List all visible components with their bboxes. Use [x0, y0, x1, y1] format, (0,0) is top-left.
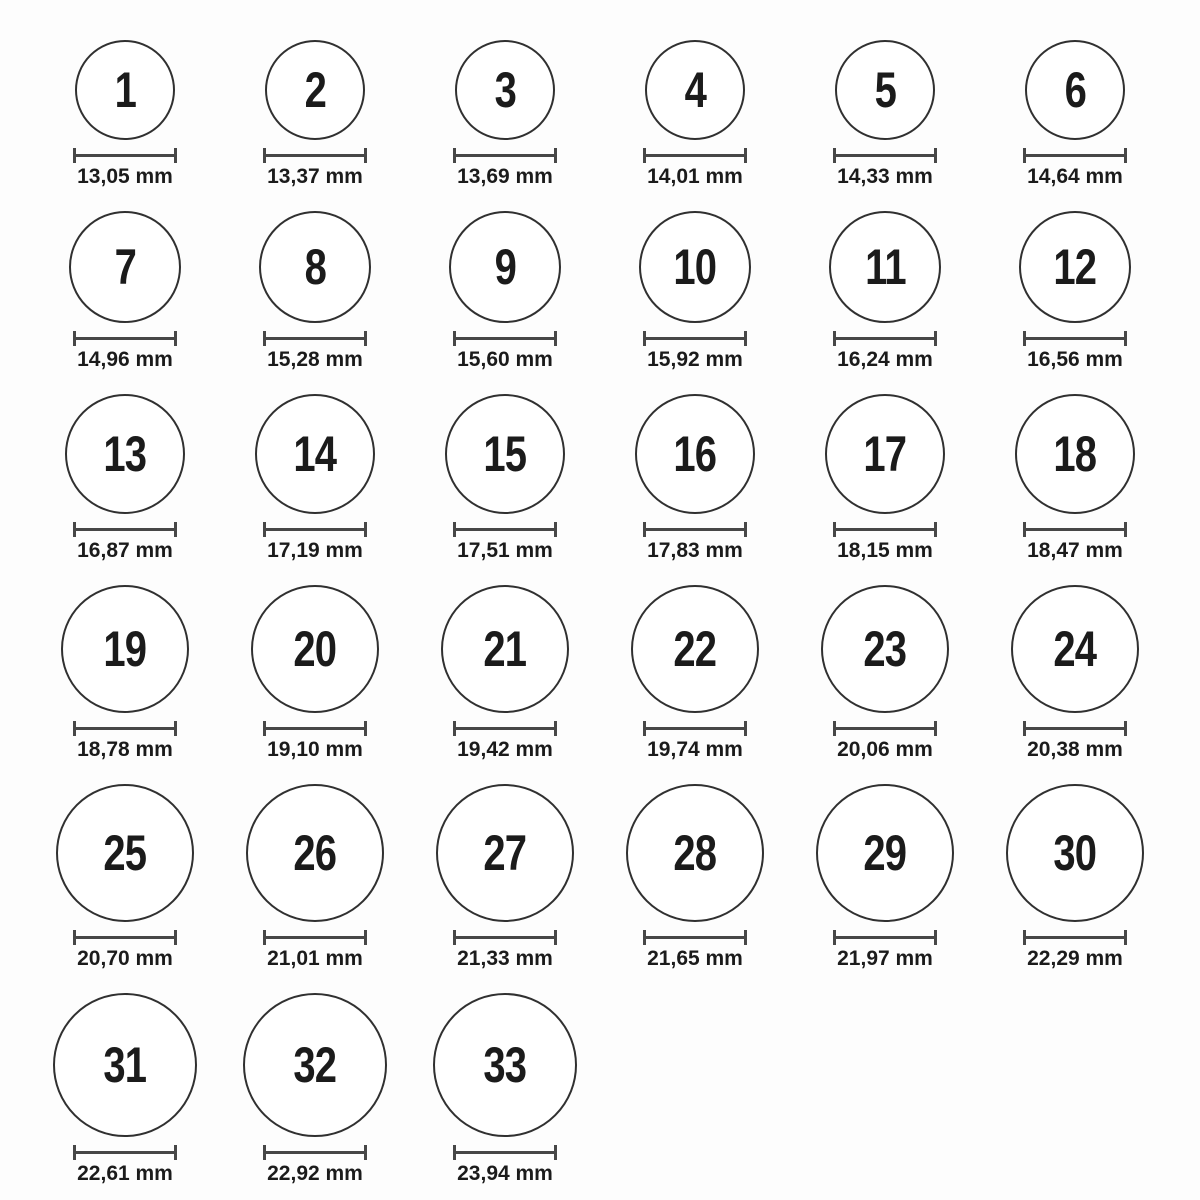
ring-size-cell — [825, 394, 945, 563]
diameter-label: 19,42 mm — [457, 738, 553, 761]
diameter-label: 18,15 mm — [837, 539, 933, 562]
ring-circle — [433, 993, 577, 1137]
chart-row — [30, 585, 1170, 762]
ring-size-cell — [441, 585, 569, 762]
ring-circle — [635, 394, 755, 514]
ring-circle — [1015, 394, 1135, 514]
diameter-ruler — [263, 1145, 367, 1160]
ring-size-number: 5 — [874, 62, 896, 118]
diameter-ruler — [643, 331, 747, 346]
diameter-label: 16,87 mm — [77, 539, 173, 562]
diameter-ruler — [73, 721, 177, 736]
ring-circle — [626, 784, 764, 922]
diameter-label: 22,29 mm — [1027, 947, 1123, 970]
diameter-ruler — [453, 148, 557, 163]
diameter-label: 16,56 mm — [1027, 348, 1123, 371]
chart-row — [30, 211, 1170, 372]
diameter-ruler — [263, 148, 367, 163]
ring-size-cell — [1023, 40, 1127, 189]
diameter-ruler — [73, 1145, 177, 1160]
ring-size-number: 14 — [293, 426, 337, 482]
ring-size-number: 7 — [114, 239, 136, 295]
ring-size-number: 20 — [293, 621, 337, 677]
ring-size-cell — [1006, 784, 1144, 971]
ring-size-cell — [65, 394, 185, 563]
diameter-ruler — [453, 522, 557, 537]
ring-circle — [449, 211, 561, 323]
ring-size-number: 24 — [1053, 621, 1097, 677]
ring-size-cell — [69, 211, 181, 372]
diameter-ruler — [73, 522, 177, 537]
ring-circle — [1025, 40, 1125, 140]
ring-size-cell — [259, 211, 371, 372]
ring-size-number: 15 — [483, 426, 527, 482]
ring-circle — [65, 394, 185, 514]
chart-row — [30, 993, 1170, 1186]
ring-size-cell — [243, 993, 387, 1186]
ring-size-cell — [263, 40, 367, 189]
ring-size-cell — [821, 585, 949, 762]
ring-size-number: 33 — [483, 1037, 527, 1093]
diameter-ruler — [643, 930, 747, 945]
diameter-label: 15,28 mm — [267, 348, 363, 371]
ring-size-cell — [829, 211, 941, 372]
chart-row — [30, 784, 1170, 971]
ring-size-cell — [56, 784, 194, 971]
ring-size-cell — [61, 585, 189, 762]
diameter-ruler — [263, 721, 367, 736]
diameter-ruler — [833, 721, 937, 736]
diameter-label: 18,78 mm — [77, 738, 173, 761]
diameter-ruler — [73, 930, 177, 945]
ring-size-number: 12 — [1053, 239, 1097, 295]
diameter-ruler — [833, 930, 937, 945]
ring-circle — [645, 40, 745, 140]
ring-circle — [441, 585, 569, 713]
ring-size-cell — [251, 585, 379, 762]
diameter-label: 22,92 mm — [267, 1162, 363, 1185]
ring-circle — [455, 40, 555, 140]
ring-size-cell — [453, 40, 557, 189]
diameter-ruler — [453, 1145, 557, 1160]
diameter-label: 20,06 mm — [837, 738, 933, 761]
ring-size-cell — [1019, 211, 1131, 372]
ring-size-number: 18 — [1053, 426, 1097, 482]
diameter-ruler — [643, 721, 747, 736]
ring-size-number: 28 — [673, 825, 717, 881]
diameter-label: 21,01 mm — [267, 947, 363, 970]
diameter-label: 17,83 mm — [647, 539, 743, 562]
ring-size-number: 23 — [863, 621, 907, 677]
diameter-label: 19,10 mm — [267, 738, 363, 761]
diameter-ruler — [73, 331, 177, 346]
diameter-label: 14,64 mm — [1027, 165, 1123, 188]
diameter-label: 20,38 mm — [1027, 738, 1123, 761]
diameter-ruler — [1023, 930, 1127, 945]
diameter-label: 13,05 mm — [77, 165, 173, 188]
diameter-label: 17,19 mm — [267, 539, 363, 562]
diameter-ruler — [1023, 522, 1127, 537]
ring-size-number: 27 — [483, 825, 527, 881]
diameter-label: 18,47 mm — [1027, 539, 1123, 562]
diameter-label: 13,37 mm — [267, 165, 363, 188]
diameter-ruler — [263, 930, 367, 945]
ring-circle — [1019, 211, 1131, 323]
diameter-ruler — [833, 522, 937, 537]
ring-size-number: 4 — [684, 62, 706, 118]
ring-size-cell — [445, 394, 565, 563]
diameter-ruler — [1023, 331, 1127, 346]
diameter-label: 14,96 mm — [77, 348, 173, 371]
ring-size-number: 30 — [1053, 825, 1097, 881]
ring-circle — [243, 993, 387, 1137]
ring-circle — [69, 211, 181, 323]
ring-circle — [825, 394, 945, 514]
diameter-label: 16,24 mm — [837, 348, 933, 371]
ring-size-number: 3 — [494, 62, 516, 118]
diameter-label: 22,61 mm — [77, 1162, 173, 1185]
ring-size-cell — [816, 784, 954, 971]
ring-circle — [259, 211, 371, 323]
diameter-label: 15,92 mm — [647, 348, 743, 371]
diameter-ruler — [643, 148, 747, 163]
ring-circle — [816, 784, 954, 922]
ring-size-cell — [639, 211, 751, 372]
ring-size-number: 19 — [103, 621, 147, 677]
diameter-ruler — [1023, 148, 1127, 163]
ring-size-cell — [626, 784, 764, 971]
diameter-label: 23,94 mm — [457, 1162, 553, 1185]
ring-size-cell — [436, 784, 574, 971]
ring-size-number: 22 — [673, 621, 717, 677]
diameter-label: 21,97 mm — [837, 947, 933, 970]
ring-circle — [639, 211, 751, 323]
ring-size-number: 2 — [304, 62, 326, 118]
ring-size-cell — [73, 40, 177, 189]
ring-size-cell — [635, 394, 755, 563]
diameter-ruler — [833, 331, 937, 346]
diameter-ruler — [643, 522, 747, 537]
diameter-label: 19,74 mm — [647, 738, 743, 761]
ring-circle — [821, 585, 949, 713]
ring-circle — [631, 585, 759, 713]
ring-circle — [835, 40, 935, 140]
ring-size-cell — [255, 394, 375, 563]
ring-circle — [56, 784, 194, 922]
diameter-label: 17,51 mm — [457, 539, 553, 562]
ring-size-cell — [433, 993, 577, 1186]
diameter-ruler — [453, 930, 557, 945]
diameter-label: 20,70 mm — [77, 947, 173, 970]
ring-size-number: 17 — [863, 426, 907, 482]
ring-size-number: 10 — [673, 239, 717, 295]
ring-size-cell — [53, 993, 197, 1186]
ring-circle — [265, 40, 365, 140]
ring-size-number: 16 — [673, 426, 717, 482]
diameter-ruler — [453, 721, 557, 736]
diameter-ruler — [1023, 721, 1127, 736]
chart-row — [30, 394, 1170, 563]
ring-size-cell — [643, 40, 747, 189]
diameter-ruler — [833, 148, 937, 163]
ring-circle — [251, 585, 379, 713]
diameter-label: 21,65 mm — [647, 947, 743, 970]
chart-row — [30, 40, 1170, 189]
ring-size-cell — [1011, 585, 1139, 762]
ring-circle — [436, 784, 574, 922]
ring-size-cell — [1015, 394, 1135, 563]
diameter-ruler — [263, 522, 367, 537]
diameter-ruler — [73, 148, 177, 163]
ring-size-number: 26 — [293, 825, 337, 881]
ring-size-number: 9 — [494, 239, 516, 295]
ring-size-number: 8 — [304, 239, 326, 295]
ring-size-number: 13 — [103, 426, 147, 482]
ring-size-number: 31 — [103, 1037, 147, 1093]
ring-size-number: 29 — [863, 825, 907, 881]
ring-size-number: 1 — [114, 62, 136, 118]
ring-circle — [61, 585, 189, 713]
ring-circle — [1006, 784, 1144, 922]
diameter-label: 14,01 mm — [647, 165, 743, 188]
diameter-label: 13,69 mm — [457, 165, 553, 188]
ring-size-number: 11 — [864, 239, 906, 295]
ring-circle — [1011, 585, 1139, 713]
ring-circle — [255, 394, 375, 514]
diameter-ruler — [453, 331, 557, 346]
ring-size-number: 6 — [1064, 62, 1086, 118]
ring-size-cell — [449, 211, 561, 372]
ring-circle — [53, 993, 197, 1137]
ring-circle — [829, 211, 941, 323]
ring-circle — [445, 394, 565, 514]
ring-circle — [246, 784, 384, 922]
diameter-label: 15,60 mm — [457, 348, 553, 371]
diameter-ruler — [263, 331, 367, 346]
ring-size-number: 25 — [103, 825, 147, 881]
ring-size-number: 21 — [483, 621, 527, 677]
ring-circle — [75, 40, 175, 140]
ring-size-number: 32 — [293, 1037, 337, 1093]
ring-size-cell — [631, 585, 759, 762]
diameter-label: 14,33 mm — [837, 165, 933, 188]
ring-size-cell — [833, 40, 937, 189]
ring-size-cell — [246, 784, 384, 971]
diameter-label: 21,33 mm — [457, 947, 553, 970]
